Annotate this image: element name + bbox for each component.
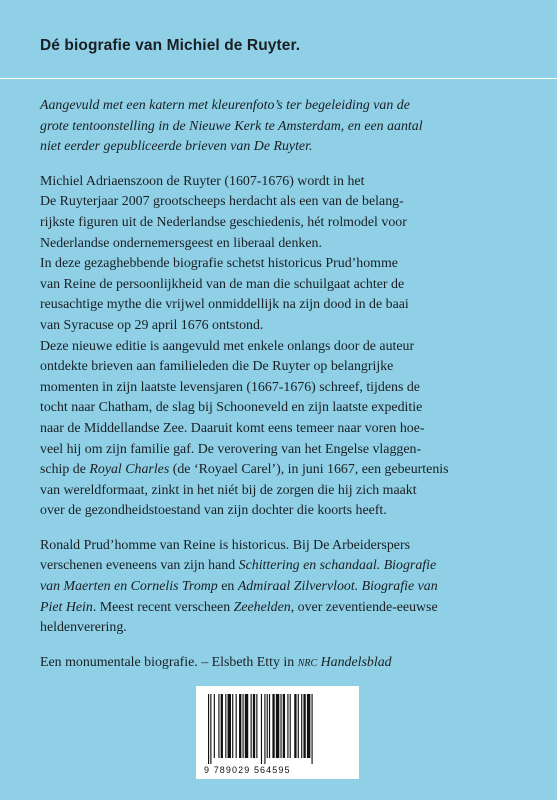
quote-line bbox=[40, 653, 520, 674]
body-line: van Reine de persoonlijkheid van de man die schuilgaat achter de bbox=[40, 276, 405, 292]
barcode-bar bbox=[236, 694, 237, 758]
book-title: Schittering en schandaal. Biografie bbox=[238, 558, 437, 574]
spacer bbox=[40, 522, 520, 536]
body-line: De Ruyterjaar 2007 grootscheeps herdacht als een van de belang- bbox=[40, 194, 404, 210]
body-line: veel hij om zijn familie gaf. De verovering van het Engelse vlaggen- bbox=[40, 441, 422, 457]
barcode-bar bbox=[228, 694, 231, 758]
barcode-bar bbox=[280, 694, 281, 758]
author-text: verschenen eveneens van zijn hand bbox=[40, 558, 239, 574]
barcode-bar bbox=[312, 694, 313, 764]
divider bbox=[0, 78, 557, 79]
book-title: Zeehelden bbox=[233, 599, 291, 615]
barcode-bar bbox=[208, 694, 209, 764]
barcode-bar bbox=[307, 694, 310, 758]
ship-name: Royal Charles bbox=[89, 462, 170, 478]
barcode-bar bbox=[276, 694, 279, 758]
intro-paragraph bbox=[40, 96, 520, 158]
barcode-bar bbox=[225, 694, 226, 758]
author-line bbox=[40, 556, 520, 577]
intro-line: Aangevuld met een katern met kleurenfoto’s ter begeleiding van de bbox=[40, 98, 410, 113]
barcode-bar bbox=[290, 694, 291, 758]
barcode-bar bbox=[261, 694, 262, 764]
barcode bbox=[196, 686, 359, 779]
barcode-bar bbox=[264, 694, 265, 764]
barcode-bar bbox=[301, 694, 302, 758]
body-line: Michiel Adriaenszoon de Ruyter (1607-1676) wordt in het bbox=[40, 173, 365, 189]
barcode-bar bbox=[214, 694, 215, 758]
review-quote bbox=[40, 653, 520, 674]
barcode-bar bbox=[303, 694, 305, 758]
newspaper-smallcaps: nrc bbox=[297, 654, 318, 670]
author-line bbox=[40, 577, 520, 598]
author-text: . Meest recent verscheen bbox=[92, 599, 234, 615]
body-line: tocht naar Chatham, de slag bij Schooneveld en zijn laatste expeditie bbox=[40, 400, 423, 416]
body-line bbox=[40, 460, 520, 481]
spacer bbox=[40, 639, 520, 653]
quote-text: Een monumentale biografie. – Elsbeth Etty in bbox=[40, 654, 298, 670]
body-line: momenten in zijn laatste levensjaren (1667-1676) schreef, tijdens de bbox=[40, 379, 420, 395]
barcode-bar bbox=[267, 694, 268, 758]
barcode-bar bbox=[232, 694, 233, 758]
body-line: Deze nieuwe editie is aangevuld met enkele onlangs door de auteur bbox=[40, 338, 415, 354]
barcode-digits: 9 789029 564595 bbox=[204, 765, 291, 775]
body-line: ontdekte brieven aan familieleden die De Ruyter op belangrijke bbox=[40, 359, 394, 375]
barcode-bar bbox=[251, 694, 252, 758]
cover-title: Dé biografie van Michiel de Ruyter. bbox=[40, 37, 301, 54]
body-line: naar de Middellandse Zee. Daaruit komt eens temeer naar voren hoe- bbox=[40, 420, 425, 436]
book-title: Piet Hein bbox=[40, 599, 93, 615]
author-line: heldenverering. bbox=[40, 620, 127, 636]
author-text: en bbox=[217, 579, 238, 595]
author-text: , over zeventiende-eeuwse bbox=[290, 599, 438, 615]
barcode-bar bbox=[221, 694, 223, 758]
barcode-bar bbox=[245, 694, 248, 758]
book-title: Admiraal Zilvervloot. Biografie van bbox=[237, 579, 438, 595]
barcode-bar bbox=[269, 694, 270, 758]
barcode-bar bbox=[218, 694, 219, 758]
body-line: In deze gezaghebbende biografie schetst historicus Prud’homme bbox=[40, 256, 398, 272]
body-line: Nederlandse ondernemersgeest en liberaal denken. bbox=[40, 235, 322, 251]
newspaper-name: Handelsblad bbox=[317, 654, 392, 670]
barcode-bar bbox=[294, 694, 296, 758]
body-line-post: (de ‘Royael Carel’), in juni 1667, een gebeurtenis bbox=[169, 462, 449, 478]
barcode-bar bbox=[298, 694, 299, 758]
barcode-bar bbox=[239, 694, 241, 758]
description-paragraph bbox=[40, 172, 520, 522]
body-line-pre: schip de bbox=[40, 462, 90, 478]
barcode-bar bbox=[283, 694, 285, 758]
intro-line: niet eerder gepubliceerde brieven van De Ruyter. bbox=[40, 139, 313, 155]
body-line: van Syracuse op 29 april 1676 ontstond. bbox=[40, 317, 264, 333]
author-line: Ronald Prud’homme van Reine is historicus. Bij De Arbeiderspers bbox=[40, 537, 410, 553]
barcode-bar bbox=[272, 694, 274, 758]
body-line: over de gezondheidstoestand van zijn dochter die koorts heeft. bbox=[40, 503, 387, 519]
body-line: reusachtige mythe die vrijwel onmiddellijk na zijn dood in de baai bbox=[40, 297, 409, 313]
book-title: van Maerten en Cornelis Tromp bbox=[40, 579, 218, 595]
body-line: van wereldformaat, zinkt in het niét bij de zorgen die hij zich maakt bbox=[40, 482, 417, 498]
barcode-bar bbox=[287, 694, 288, 758]
barcode-bar bbox=[243, 694, 244, 758]
barcode-bar bbox=[253, 694, 255, 758]
author-line bbox=[40, 598, 520, 619]
back-cover-text bbox=[40, 36, 520, 673]
author-paragraph bbox=[40, 536, 520, 639]
spacer bbox=[40, 158, 520, 172]
intro-line: grote tentoonstelling in de Nieuwe Kerk te Amsterdam, en een aantal bbox=[40, 118, 423, 134]
body-line: rijkste figuren uit de Nederlandse geschiedenis, hét rolmodel voor bbox=[40, 214, 407, 230]
barcode-bar bbox=[210, 694, 211, 764]
barcode-bar bbox=[256, 694, 257, 758]
